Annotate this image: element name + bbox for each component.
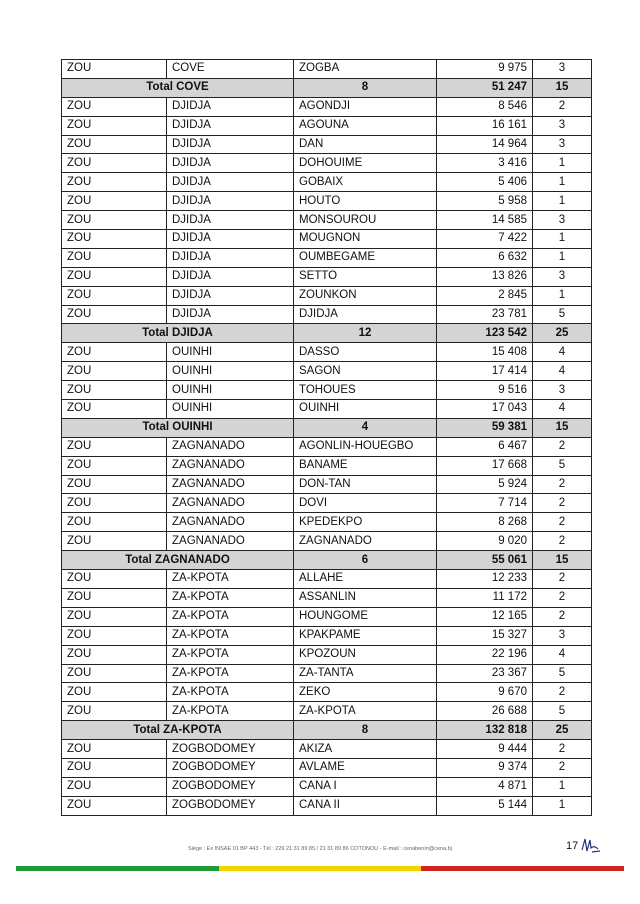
population-cell: 5 958 (437, 192, 533, 211)
arrondissement-cell: TOHOUES (294, 381, 437, 400)
department-cell: ZOU (62, 456, 167, 475)
department-cell: ZOU (62, 381, 167, 400)
population-cell: 5 144 (437, 796, 533, 815)
count-cell: 1 (533, 286, 592, 305)
arrondissement-cell: KPOZOUN (294, 645, 437, 664)
commune-cell: DJIDJA (167, 173, 294, 192)
commune-cell: ZA-KPOTA (167, 683, 294, 702)
department-cell: ZOU (62, 702, 167, 721)
arrondissement-cell: AGONDJI (294, 97, 437, 116)
table-row (62, 154, 592, 173)
department-cell: ZOU (62, 97, 167, 116)
department-cell: ZOU (62, 286, 167, 305)
commune-cell: ZAGNANADO (167, 456, 294, 475)
table-row (62, 60, 592, 79)
population-cell: 5 406 (437, 173, 533, 192)
table-row (62, 192, 592, 211)
count-cell: 2 (533, 513, 592, 532)
count-cell: 5 (533, 702, 592, 721)
arrondissement-cell: AGONLIN-HOUEGBO (294, 437, 437, 456)
table-row (62, 607, 592, 626)
table-row (62, 173, 592, 192)
department-cell: ZOU (62, 60, 167, 79)
total-count: 15 (533, 78, 592, 97)
department-cell: ZOU (62, 607, 167, 626)
count-cell: 2 (533, 607, 592, 626)
department-cell: ZOU (62, 154, 167, 173)
total-label: Total COVE (62, 78, 294, 97)
arrondissement-cell: AGOUNA (294, 116, 437, 135)
arrondissement-cell: SETTO (294, 267, 437, 286)
table-row (62, 362, 592, 381)
population-cell: 2 845 (437, 286, 533, 305)
table-row (62, 494, 592, 513)
commune-cell: ZA-KPOTA (167, 626, 294, 645)
count-cell: 4 (533, 645, 592, 664)
commune-cell: ZA-KPOTA (167, 588, 294, 607)
commune-cell: ZOGBODOMEY (167, 740, 294, 759)
population-cell: 11 172 (437, 588, 533, 607)
population-cell: 12 165 (437, 607, 533, 626)
commune-cell: DJIDJA (167, 135, 294, 154)
arrondissement-cell: DOHOUIME (294, 154, 437, 173)
department-cell: ZOU (62, 758, 167, 777)
department-cell: ZOU (62, 192, 167, 211)
commune-cell: OUINHI (167, 343, 294, 362)
arrondissement-cell: AVLAME (294, 758, 437, 777)
results-table-body (62, 60, 592, 816)
table-row (62, 230, 592, 249)
arrondissement-cell: CANA I (294, 777, 437, 796)
population-cell: 9 444 (437, 740, 533, 759)
flag-yellow-band (219, 866, 422, 871)
arrondissement-cell: DON-TAN (294, 475, 437, 494)
department-cell: ZOU (62, 362, 167, 381)
population-cell: 17 043 (437, 400, 533, 419)
arrondissement-cell: DASSO (294, 343, 437, 362)
table-row (62, 211, 592, 230)
department-cell: ZOU (62, 116, 167, 135)
count-cell: 2 (533, 494, 592, 513)
table-row (62, 626, 592, 645)
total-count: 15 (533, 551, 592, 570)
count-cell: 1 (533, 777, 592, 796)
arrondissement-cell: HOUTO (294, 192, 437, 211)
table-row (62, 97, 592, 116)
total-label: Total DJIDJA (62, 324, 294, 343)
commune-cell: DJIDJA (167, 305, 294, 324)
population-cell: 3 416 (437, 154, 533, 173)
total-count: 25 (533, 324, 592, 343)
department-cell: ZOU (62, 475, 167, 494)
arrondissement-cell: MOUGNON (294, 230, 437, 249)
count-cell: 2 (533, 740, 592, 759)
population-cell: 23 781 (437, 305, 533, 324)
commune-cell: ZA-KPOTA (167, 664, 294, 683)
commune-cell: ZA-KPOTA (167, 702, 294, 721)
commune-cell: OUINHI (167, 362, 294, 381)
table-row (62, 381, 592, 400)
department-cell: ZOU (62, 683, 167, 702)
population-cell: 7 422 (437, 230, 533, 249)
table-row (62, 796, 592, 815)
arrondissement-cell: OUMBEGAME (294, 248, 437, 267)
table-row (62, 305, 592, 324)
population-cell: 6 632 (437, 248, 533, 267)
total-population: 132 818 (437, 721, 533, 740)
population-cell: 9 516 (437, 381, 533, 400)
commune-cell: OUINHI (167, 381, 294, 400)
table-row (62, 570, 592, 589)
count-cell: 2 (533, 758, 592, 777)
department-cell: ZOU (62, 343, 167, 362)
department-cell: ZOU (62, 777, 167, 796)
count-cell: 2 (533, 437, 592, 456)
commune-cell: DJIDJA (167, 248, 294, 267)
commune-cell: ZA-KPOTA (167, 607, 294, 626)
department-cell: ZOU (62, 740, 167, 759)
table-row (62, 475, 592, 494)
arrondissement-cell: ZOGBA (294, 60, 437, 79)
department-cell: ZOU (62, 570, 167, 589)
count-cell: 3 (533, 381, 592, 400)
table-row (62, 664, 592, 683)
arrondissement-cell: HOUNGOME (294, 607, 437, 626)
population-cell: 12 233 (437, 570, 533, 589)
flag-stripe (16, 866, 624, 871)
count-cell: 4 (533, 343, 592, 362)
table-row (62, 456, 592, 475)
flag-red-band (421, 866, 624, 871)
count-cell: 2 (533, 570, 592, 589)
arrondissement-cell: ZEKO (294, 683, 437, 702)
arrondissement-cell: AKIZA (294, 740, 437, 759)
flag-green-band (16, 866, 219, 871)
arrondissement-cell: SAGON (294, 362, 437, 381)
table-row (62, 758, 592, 777)
count-cell: 3 (533, 116, 592, 135)
table-row (62, 135, 592, 154)
total-count: 15 (533, 418, 592, 437)
arrondissement-cell: BANAME (294, 456, 437, 475)
department-cell: ZOU (62, 400, 167, 419)
count-cell: 1 (533, 173, 592, 192)
department-cell: ZOU (62, 135, 167, 154)
count-cell: 1 (533, 154, 592, 173)
arrondissement-cell: ASSANLIN (294, 588, 437, 607)
total-row (62, 324, 592, 343)
population-cell: 9 020 (437, 532, 533, 551)
commune-cell: ZAGNANADO (167, 437, 294, 456)
count-cell: 2 (533, 588, 592, 607)
commune-cell: DJIDJA (167, 116, 294, 135)
table-row (62, 116, 592, 135)
department-cell: ZOU (62, 173, 167, 192)
table-row (62, 400, 592, 419)
arrondissement-cell: CANA II (294, 796, 437, 815)
department-cell: ZOU (62, 796, 167, 815)
total-label: Total ZA-KPOTA (62, 721, 294, 740)
population-cell: 14 585 (437, 211, 533, 230)
total-population: 55 061 (437, 551, 533, 570)
commune-cell: ZOGBODOMEY (167, 777, 294, 796)
arrondissement-cell: ZA-KPOTA (294, 702, 437, 721)
count-cell: 5 (533, 456, 592, 475)
department-cell: ZOU (62, 305, 167, 324)
population-cell: 8 268 (437, 513, 533, 532)
department-cell: ZOU (62, 437, 167, 456)
department-cell: ZOU (62, 626, 167, 645)
population-cell: 22 196 (437, 645, 533, 664)
arrondissement-cell: DOVI (294, 494, 437, 513)
arrondissement-cell: ZA-TANTA (294, 664, 437, 683)
population-cell: 4 871 (437, 777, 533, 796)
commune-cell: ZAGNANADO (167, 475, 294, 494)
count-cell: 3 (533, 626, 592, 645)
arrondissement-count: 8 (294, 78, 437, 97)
commune-cell: ZOGBODOMEY (167, 758, 294, 777)
arrondissement-cell: OUINHI (294, 400, 437, 419)
arrondissement-count: 12 (294, 324, 437, 343)
total-label: Total ZAGNANADO (62, 551, 294, 570)
commune-cell: ZOGBODOMEY (167, 796, 294, 815)
commune-cell: ZA-KPOTA (167, 570, 294, 589)
department-cell: ZOU (62, 645, 167, 664)
arrondissement-cell: ALLAHE (294, 570, 437, 589)
table-row (62, 702, 592, 721)
department-cell: ZOU (62, 230, 167, 249)
count-cell: 5 (533, 664, 592, 683)
count-cell: 2 (533, 532, 592, 551)
population-cell: 9 374 (437, 758, 533, 777)
table-row (62, 740, 592, 759)
arrondissement-cell: ZOUNKON (294, 286, 437, 305)
count-cell: 1 (533, 248, 592, 267)
count-cell: 2 (533, 475, 592, 494)
count-cell: 3 (533, 60, 592, 79)
total-row (62, 418, 592, 437)
commune-cell: DJIDJA (167, 286, 294, 305)
total-label: Total OUINHI (62, 418, 294, 437)
commune-cell: OUINHI (167, 400, 294, 419)
population-cell: 6 467 (437, 437, 533, 456)
population-cell: 14 964 (437, 135, 533, 154)
population-cell: 5 924 (437, 475, 533, 494)
department-cell: ZOU (62, 588, 167, 607)
count-cell: 3 (533, 267, 592, 286)
table-row (62, 343, 592, 362)
results-table (61, 59, 592, 816)
arrondissement-cell: MONSOUROU (294, 211, 437, 230)
commune-cell: ZAGNANADO (167, 513, 294, 532)
population-cell: 15 408 (437, 343, 533, 362)
count-cell: 2 (533, 97, 592, 116)
population-cell: 15 327 (437, 626, 533, 645)
population-cell: 23 367 (437, 664, 533, 683)
total-row (62, 721, 592, 740)
count-cell: 1 (533, 796, 592, 815)
table-row (62, 286, 592, 305)
arrondissement-cell: ZAGNANADO (294, 532, 437, 551)
department-cell: ZOU (62, 664, 167, 683)
table-row (62, 513, 592, 532)
population-cell: 9 975 (437, 60, 533, 79)
table-row (62, 588, 592, 607)
population-cell: 8 546 (437, 97, 533, 116)
department-cell: ZOU (62, 532, 167, 551)
population-cell: 7 714 (437, 494, 533, 513)
department-cell: ZOU (62, 494, 167, 513)
initials-signature (580, 836, 602, 856)
count-cell: 1 (533, 230, 592, 249)
population-cell: 13 826 (437, 267, 533, 286)
population-cell: 26 688 (437, 702, 533, 721)
population-cell: 16 161 (437, 116, 533, 135)
commune-cell: DJIDJA (167, 211, 294, 230)
commune-cell: ZAGNANADO (167, 494, 294, 513)
arrondissement-count: 4 (294, 418, 437, 437)
total-row (62, 551, 592, 570)
count-cell: 2 (533, 683, 592, 702)
arrondissement-cell: DAN (294, 135, 437, 154)
count-cell: 5 (533, 305, 592, 324)
commune-cell: DJIDJA (167, 97, 294, 116)
commune-cell: DJIDJA (167, 267, 294, 286)
arrondissement-cell: KPEDEKPO (294, 513, 437, 532)
table-row (62, 267, 592, 286)
commune-cell: DJIDJA (167, 192, 294, 211)
arrondissement-cell: DJIDJA (294, 305, 437, 324)
department-cell: ZOU (62, 248, 167, 267)
footer-address: Siège : Ex INSAE 01 BP 443 - Tél : 229 21 31 89 85 / 21 31 89 86 COTONOU - E-mail : cenabenin@cena.bj (188, 846, 452, 852)
commune-cell: ZA-KPOTA (167, 645, 294, 664)
count-cell: 4 (533, 362, 592, 381)
table-row (62, 248, 592, 267)
commune-cell: ZAGNANADO (167, 532, 294, 551)
department-cell: ZOU (62, 513, 167, 532)
commune-cell: COVE (167, 60, 294, 79)
department-cell: ZOU (62, 267, 167, 286)
commune-cell: DJIDJA (167, 230, 294, 249)
total-count: 25 (533, 721, 592, 740)
table-row (62, 532, 592, 551)
count-cell: 3 (533, 211, 592, 230)
count-cell: 3 (533, 135, 592, 154)
table-row (62, 683, 592, 702)
arrondissement-count: 8 (294, 721, 437, 740)
department-cell: ZOU (62, 211, 167, 230)
population-cell: 17 414 (437, 362, 533, 381)
arrondissement-count: 6 (294, 551, 437, 570)
total-row (62, 78, 592, 97)
table-row (62, 437, 592, 456)
count-cell: 1 (533, 192, 592, 211)
page-number: 17 (566, 840, 579, 852)
table-row (62, 777, 592, 796)
population-cell: 9 670 (437, 683, 533, 702)
total-population: 51 247 (437, 78, 533, 97)
results-table-container (61, 59, 591, 816)
arrondissement-cell: GOBAIX (294, 173, 437, 192)
count-cell: 4 (533, 400, 592, 419)
arrondissement-cell: KPAKPAME (294, 626, 437, 645)
total-population: 123 542 (437, 324, 533, 343)
population-cell: 17 668 (437, 456, 533, 475)
table-row (62, 645, 592, 664)
total-population: 59 381 (437, 418, 533, 437)
commune-cell: DJIDJA (167, 154, 294, 173)
